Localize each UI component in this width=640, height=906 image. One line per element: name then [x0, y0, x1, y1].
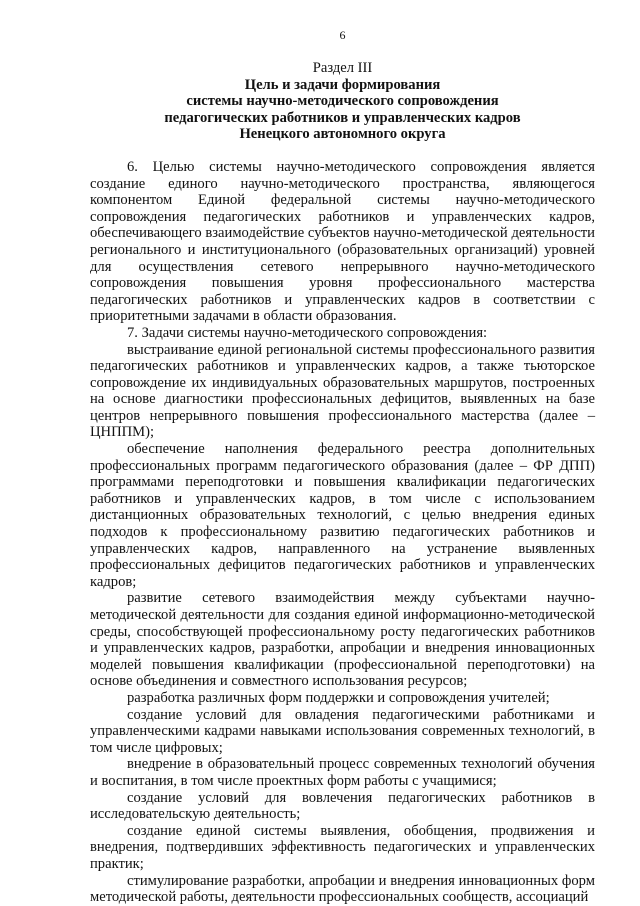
task-item: разработка различных форм поддержки и сопровождения учителей;: [127, 689, 550, 706]
section-title-line: педагогических работников и управленческих кадров: [164, 109, 521, 126]
task-item: обеспечение наполнения федерального реестра дополнительных профессиональных программ педагогического образования (далее – ФР ДПП) программами переподготовки и повышения квалификации педагогических работников и управленческих кадров, в том числе с использованием дистанционных образовательных технологий, с целью внедрения единых подходов к профессиональному развитию педагогических работников и управленческих кадров, направленного на устранение выявленных профессиональных дефицитов педагогических работников и управленческих кадров;: [90, 441, 595, 590]
page-number: 6: [339, 28, 346, 42]
paragraph-tasks-heading: 7. Задачи системы научно-методического сопровождения:: [127, 324, 488, 341]
task-item: создание условий для овладения педагогическими работниками и управленческими кадрами навыками использования современных технологий, в том числе цифровых;: [90, 706, 595, 756]
body-text: [90, 159, 595, 906]
section-title: [90, 77, 595, 143]
task-item: развитие сетевого взаимодействия между субъектами научно-методической деятельности для создания единой информационно-методической среды, способствующей профессиональному росту педагогических работников и управленческих кадров, разработки, апробации и внедрения инновационных моделей повышения квалификации (профессиональной переподготовки) на основе объединения и совместного использования ресурсов;: [90, 590, 595, 690]
task-item: создание единой системы выявления, обобщения, продвижения и внедрения, подтвердивших эффективность педагогических и управленческих практик;: [90, 822, 595, 872]
task-item: внедрение в образовательный процесс современных технологий обучения и воспитания, в том числе проектных форм работы с учащимися;: [90, 756, 595, 789]
paragraph-goal: 6. Целью системы научно-методического сопровождения является создание единого научно-методического пространства, являющегося компонентом Единой федеральной системы научно-методического сопровождения педагогических работников и управленческих кадров, обеспечивающего взаимодействие субъектов научно-методической деятельности регионального и институционального (образовательных организаций) уровней для осуществления сетевого непрерывного научно-методического сопровождения повышения уровня профессионального мастерства педагогических работников и управленческих кадров в соответствии с приоритетными задачами в области образования.: [90, 158, 595, 325]
section-title-line: Цель и задачи формирования: [244, 76, 441, 93]
section-label: Раздел III: [312, 60, 373, 76]
task-item: выстраивание единой региональной системы профессионального развития педагогических работников и управленческих кадров, а также тьюторское сопровождение их индивидуальных образовательных маршрутов, построенных на основе диагностики профессиональных дефицитов, выявленных на базе центров непрерывного повышения профессионального мастерства (далее – ЦНППМ);: [90, 341, 595, 441]
task-item: стимулирование разработки, апробации и внедрения инновационных форм методической работы, деятельности профессиональных сообществ, ассоциаций: [90, 872, 595, 906]
document-page: [90, 28, 595, 906]
section-title-line: Ненецкого автономного округа: [239, 126, 446, 143]
section-title-line: системы научно-методического сопровождения: [186, 93, 499, 110]
task-item: создание условий для вовлечения педагогических работников в исследовательскую деятельность;: [90, 789, 595, 823]
